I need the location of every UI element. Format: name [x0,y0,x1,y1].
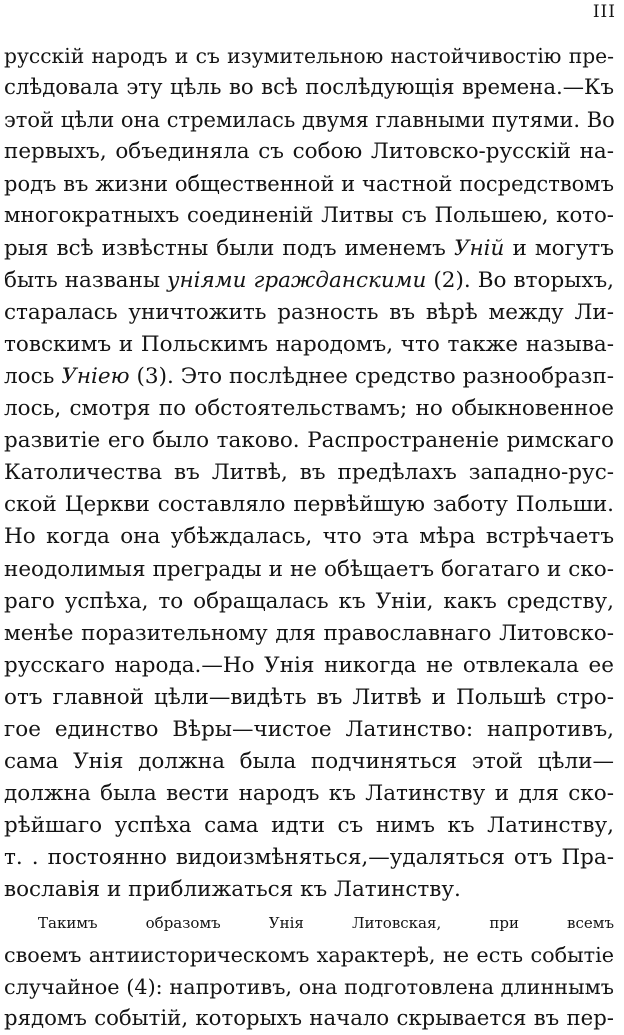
text-run: старалась уничтожить разность въ вѣрѣ между Ли- [4,299,614,325]
text-run: лось, смотря по обстоятельствамъ; но обыкновенное [4,396,614,422]
text-run: Католичества въ Литвѣ, въ предѣлахъ западно-рус- [4,460,614,486]
text-run: своемъ антиисторическомъ характерѣ, не есть событіе [4,942,614,967]
text-line [4,136,614,168]
paragraph [4,907,614,1035]
page-number: III [592,2,616,22]
text-line [4,457,614,489]
text-run: сама Унія должна была подчиняться этой цѣли— [4,749,614,775]
text-line [4,265,614,297]
text-run: и могутъ [504,235,614,261]
text-run: должна была вести народъ къ Латинству и для ско- [4,781,614,807]
text-run: лось [4,363,62,389]
text-run: развитіе его было таково. Распространеніе римскаго [4,428,614,454]
text-run: слѣдовала эту цѣль во всѣ послѣдующія времена.—Къ [4,75,614,101]
text-line [4,939,614,971]
text-line [4,297,614,329]
text-line [4,1003,614,1035]
text-line [4,650,614,682]
italic-text: уніями гражданскими [167,267,427,293]
text-run: быть названы [4,267,167,293]
body-text [4,40,614,1035]
text-run: многократныхъ соединеній Литвы съ Польшею, кото- [4,203,614,229]
text-line [4,778,614,810]
text-run: Такимъ образомъ Унія Литовская, при всемъ [38,913,614,932]
text-run: неодолимыя преграды и не обѣщаетъ богатаго и ско- [4,556,614,582]
text-run: товскимъ и Польскимъ народомъ, что также называ- [4,331,614,357]
text-line [4,874,614,906]
text-line [4,907,614,939]
text-run: раго успѣха, то обращалась къ Уніи, какъ средству, [4,588,614,614]
text-run: русскаго народа.—Но Унія никогда не отвлекала ее [4,652,614,678]
text-run: Но когда она убѣждалась, что эта мѣра встрѣчаетъ [4,524,614,550]
text-line [4,168,614,200]
text-run: рядомъ событій, которыхъ начало скрывается въ пер- [4,1005,614,1031]
text-line [4,329,614,361]
paragraph [4,40,614,907]
text-line [4,72,614,104]
text-run: т. . постоянно видоизмѣняться,—удаляться отъ Пра- [4,845,614,871]
text-line [4,586,614,618]
italic-text: Уній [453,235,505,261]
text-line [4,40,614,72]
text-line [4,842,614,874]
text-run: гое единство Вѣры—чистое Латинство: напротивъ, [4,716,614,742]
text-line [4,682,614,714]
text-line [4,746,614,778]
text-line [4,489,614,521]
text-line [4,618,614,650]
text-run: отъ главной цѣли—видѣть въ Литвѣ и Польшѣ стро- [4,684,614,710]
text-run: ской Церкви составляло первѣйшую заботу Польши. [4,492,614,518]
text-line [4,361,614,393]
italic-text: Уніею [61,363,130,389]
text-run: менѣе поразительному для православнаго Литовско- [4,620,614,646]
text-line [4,233,614,265]
text-run: вославія и приближаться къ Латинству. [4,877,461,903]
text-run: этой цѣли она стремилась двумя главными путями. Во [4,108,615,133]
text-line [4,425,614,457]
text-run: (2). Во вторыхъ, [426,267,614,293]
text-run: рѣйшаго успѣха сама идти съ нимъ къ Латинству, [4,813,614,839]
text-run: случайное (4): напротивъ, она подготовлена длиннымъ [4,974,614,999]
text-line [4,200,614,232]
text-run: первыхъ, объединяла съ собою Литовско-русскій на- [4,139,614,165]
text-line [4,104,614,136]
text-line [4,521,614,553]
text-line [4,971,614,1003]
text-line [4,554,614,586]
text-run: родъ въ жизни общественной и частной посредствомъ [4,172,614,197]
text-run: (3). Это послѣднее средство разнообразп- [129,363,614,389]
text-run: русскій народъ и съ изумительною настойчивостію пре- [4,44,614,68]
text-line [4,393,614,425]
text-line [4,810,614,842]
text-run: рыя всѣ извѣстны были подъ именемъ [4,235,454,261]
text-line [4,714,614,746]
